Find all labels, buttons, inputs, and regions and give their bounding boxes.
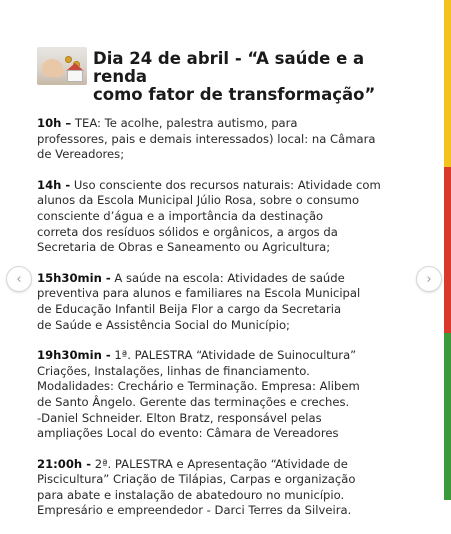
coin-icon xyxy=(65,56,72,63)
title-line-2: como fator de transformação” xyxy=(93,85,376,104)
stripe-green xyxy=(444,333,451,500)
schedule-text: A saúde na escola: Atividades de saúde xyxy=(110,270,345,285)
schedule-text: alunos da Escola Municipal Júlio Rosa, sobre o consumo xyxy=(37,193,360,208)
schedule-list xyxy=(37,116,409,519)
schedule-text: preventiva para alunos e familiares na Escola Municipal xyxy=(37,286,361,301)
post-content xyxy=(37,47,409,534)
house-icon xyxy=(67,70,83,82)
post-header xyxy=(37,47,409,104)
schedule-item xyxy=(37,348,409,442)
schedule-text: Empresário e empreendedor - Darci Terres da Silveira. xyxy=(37,503,352,518)
schedule-text: de Vereadores; xyxy=(37,147,125,162)
stripe-yellow xyxy=(444,0,451,167)
schedule-time: 10h – xyxy=(37,116,72,130)
previous-slide-button[interactable] xyxy=(6,266,32,292)
schedule-text: para abate e instalação de abatedouro no município. xyxy=(37,487,345,502)
schedule-item xyxy=(37,271,409,333)
stripe-red xyxy=(444,167,451,334)
flag-stripe xyxy=(444,0,451,500)
schedule-text: correta dos resíduos sólidos e orgânicos, a argos da xyxy=(37,224,338,239)
post-title xyxy=(93,50,409,104)
schedule-text: Piscicultura” Criação de Tilápias, Carpas e organização xyxy=(37,472,356,487)
hand-shape xyxy=(42,59,64,77)
schedule-time: 14h - xyxy=(37,177,71,192)
next-slide-button[interactable] xyxy=(416,266,442,292)
chevron-left-icon: ‹ xyxy=(16,271,22,287)
thumbnail-image xyxy=(37,47,87,85)
schedule-item xyxy=(37,178,409,256)
schedule-time: 19h30min - xyxy=(37,348,111,363)
schedule-text: de Santo Ângelo. Gerente das terminações e creches. xyxy=(37,394,350,409)
schedule-text: 1ª. PALESTRA “Atividade de Suinocultura” xyxy=(110,348,357,363)
schedule-text: ampliações Local do evento: Câmara de Vereadores xyxy=(37,426,339,441)
schedule-text: de Educação Infantil Beija Flor a cargo da Secretaria xyxy=(37,301,342,316)
schedule-text: professores, pais e demais interessados) local: na Câmara xyxy=(37,131,376,146)
schedule-text: Criações, Instalações, linhas de financiamento. xyxy=(37,363,310,378)
schedule-text: TEA: Te acolhe, palestra autismo, para xyxy=(71,116,298,130)
schedule-text: Modalidades: Crechário e Terminação. Empresa: Alibem xyxy=(37,379,360,394)
schedule-time: 21:00h - xyxy=(37,456,92,471)
schedule-text: 2ª. PALESTRA e Apresentação “Atividade de xyxy=(91,456,348,471)
schedule-item xyxy=(37,116,409,163)
schedule-text: Uso consciente dos recursos naturais: Atividade com xyxy=(70,177,381,192)
schedule-text: -Daniel Schneider. Elton Bratz, responsável pelas xyxy=(37,410,322,425)
schedule-item xyxy=(37,457,409,519)
chevron-right-icon: › xyxy=(426,271,432,287)
schedule-text: consciente d’água e a importância da destinação xyxy=(37,208,324,223)
schedule-text: de Saúde e Assistência Social do Município; xyxy=(37,317,290,332)
title-line-1: Dia 24 de abril - “A saúde e a renda xyxy=(93,49,365,86)
schedule-time: 15h30min - xyxy=(37,270,111,285)
schedule-text: Secretaria de Obras e Saneamento ou Agricultura; xyxy=(37,240,331,255)
